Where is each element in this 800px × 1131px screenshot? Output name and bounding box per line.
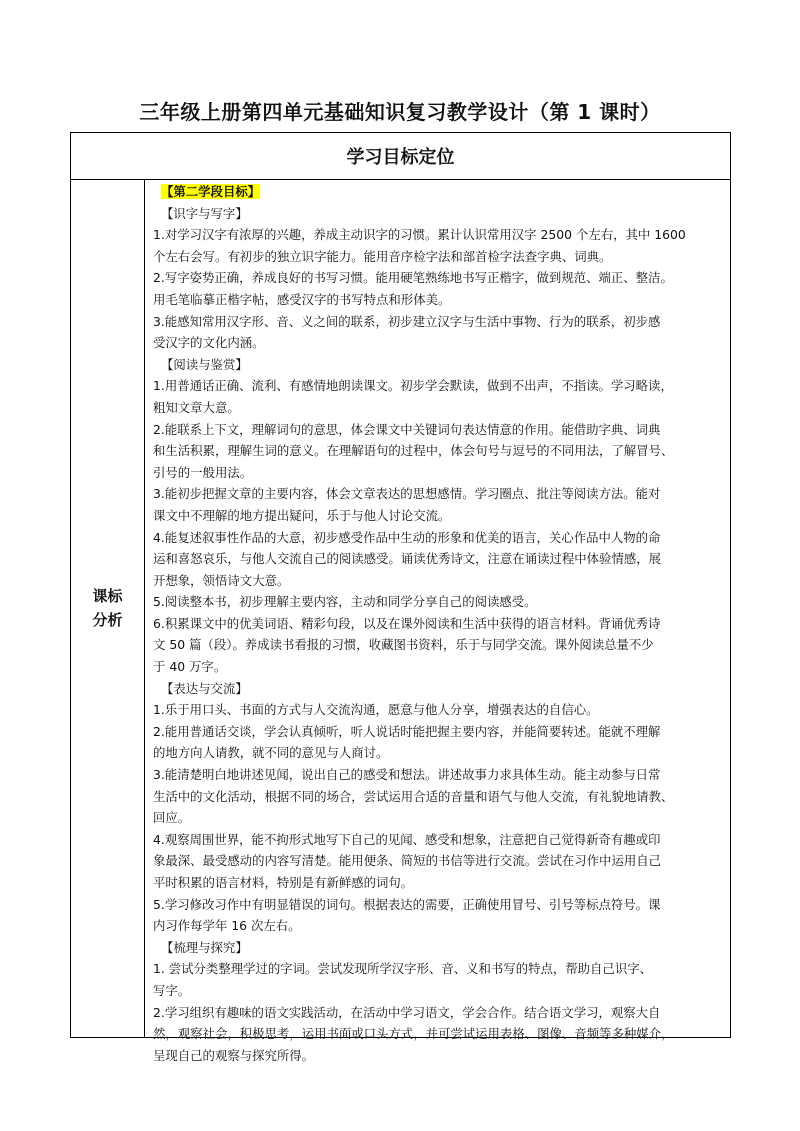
text-line: 于 40 万字。 [153, 659, 227, 675]
section-heading: 【梳理与探究】 [161, 939, 248, 955]
objectives-table [70, 132, 731, 1063]
section-heading: 【阅读与鉴赏】 [161, 356, 248, 372]
page-title: 三年级上册第四单元基础知识复习教学设计（第 1 课时） [139, 100, 661, 124]
text-line: 生活中的文化活动，根据不同的场合，尝试运用合适的音量和语气与他人交流，有礼貌地请教、 [153, 788, 674, 804]
text-line: 2.写字姿势正确，养成良好的书写习惯。能用硬笔熟练地书写正楷字，做到规范、端正、整洁。 [153, 270, 673, 286]
text-line: 1.对学习汉字有浓厚的兴趣，养成主动识字的习惯。累计认识常用汉字 2500 个左右，其中 1600 [153, 227, 686, 243]
text-line: 4.能复述叙事性作品的大意，初步感受作品中生动的形象和优美的语言，关心作品中人物的命 [153, 529, 661, 545]
text-line: 内习作每学年 16 次左右。 [153, 918, 301, 934]
text-line: 3.能清楚明白地讲述见闻，说出自己的感受和想法。讲述故事力求具体生动。能主动参与日常 [153, 767, 661, 783]
label-cell [71, 179, 145, 1037]
text-line: 个左右会写。有初步的独立识字能力。能用音序检字法和部首检字法查字典、词典。 [153, 248, 612, 264]
text-line: 4.观察周围世界，能不拘形式地写下自己的见闻、感受和想象，注意把自己觉得新奇有趣或印 [153, 831, 661, 847]
text-line: 引号的一般用法。 [153, 464, 253, 480]
text-line: 回应。 [153, 810, 191, 826]
text-line: 然，观察社会，积极思考，运用书面或口头方式，并可尝试运用表格、图像、音频等多种媒介， [153, 1026, 674, 1042]
text-line: 呈现自己的观察与探究所得。 [153, 1047, 315, 1063]
text-line: 粗知文章大意。 [153, 399, 240, 415]
section-heading: 【表达与交流】 [161, 680, 248, 696]
text-line: 3.能初步把握文章的主要内容，体会文章表达的思想感情。学习圈点、批注等阅读方法。能对 [153, 486, 661, 502]
text-line: 平时积累的语言材料，特别是有新鲜感的词句。 [153, 875, 414, 890]
text-line: 1.乐于用口头、书面的方式与人交流沟通，愿意与他人分享，增强表达的自信心。 [153, 702, 599, 718]
text-line: 用毛笔临摹正楷字帖，感受汉字的书写特点和形体美。 [153, 291, 451, 307]
text-line: 2.学习组织有趣味的语文实践活动，在活动中学习语文，学会合作。结合语文学习，观察大自 [153, 1004, 661, 1020]
stage-goal-heading [153, 181, 722, 203]
text-line: 2.能联系上下文，理解词句的意思，体会课文中关键词句表达情意的作用。能借助字典、词典 [153, 421, 661, 437]
label-line: 课标 [92, 587, 123, 605]
section-heading: 【识字与写字】 [161, 205, 248, 221]
text-line: 文 50 篇（段）。养成读书看报的习惯，收藏图书资料，乐于与同学交流。课外阅读总量不少 [153, 637, 654, 653]
text-line: 5.阅读整本书，初步理解主要内容，主动和同学分享自己的阅读感受。 [153, 594, 537, 610]
text-line: 5.学习修改习作中有明显错误的词句。根据表达的需要，正确使用冒号、引号等标点符号。课 [153, 896, 661, 912]
text-line: 2.能用普通话交谈，学会认真倾听，听人说话时能把握主要内容，并能简要转述。能就不理解 [153, 723, 661, 739]
label-line: 分析 [92, 611, 123, 629]
text-line: 运和喜怒哀乐，与他人交流自己的阅读感受。诵读优秀诗文，注意在诵读过程中体验情感，展 [153, 551, 662, 567]
text-line: 1.用普通话正确、流利、有感情地朗读课文。初步学会默读，做到不出声，不指读。学习略读， [153, 378, 673, 394]
text-line: 受汉字的文化内涵。 [153, 335, 265, 351]
text-line: 3.能感知常用汉字形、音、义之间的联系，初步建立汉字与生活中事物、行为的联系，初步感 [153, 313, 661, 329]
table-header: 学习目标定位 [71, 133, 730, 180]
text-line: 的地方向人请教，就不同的意见与人商讨。 [153, 745, 389, 761]
text-line: 写字。 [153, 982, 191, 998]
text-line: 课文中不理解的地方提出疑问，乐于与他人讨论交流。 [153, 507, 451, 523]
text-line: 开想象，领悟诗文大意。 [153, 572, 290, 588]
label-text [88, 584, 128, 632]
content-cell [145, 179, 730, 1063]
text-line: 和生活积累，理解生词的意义。在理解语句的过程中，体会句号与逗号的不同用法，了解冒号、 [153, 443, 674, 459]
text-line: 6.积累课文中的优美词语、精彩句段，以及在课外阅读和生活中获得的语言材料。背诵优秀诗 [153, 615, 661, 631]
text-line: 象最深、最受感动的内容写清楚。能用便条、简短的书信等进行交流。尝试在习作中运用自己 [153, 853, 662, 869]
highlighted-heading: 【第二学段目标】 [161, 184, 261, 199]
text-line: 1. 尝试分类整理学过的字词。尝试发现所学汉字形、音、义和书写的特点，帮助自己识字、 [153, 961, 652, 977]
